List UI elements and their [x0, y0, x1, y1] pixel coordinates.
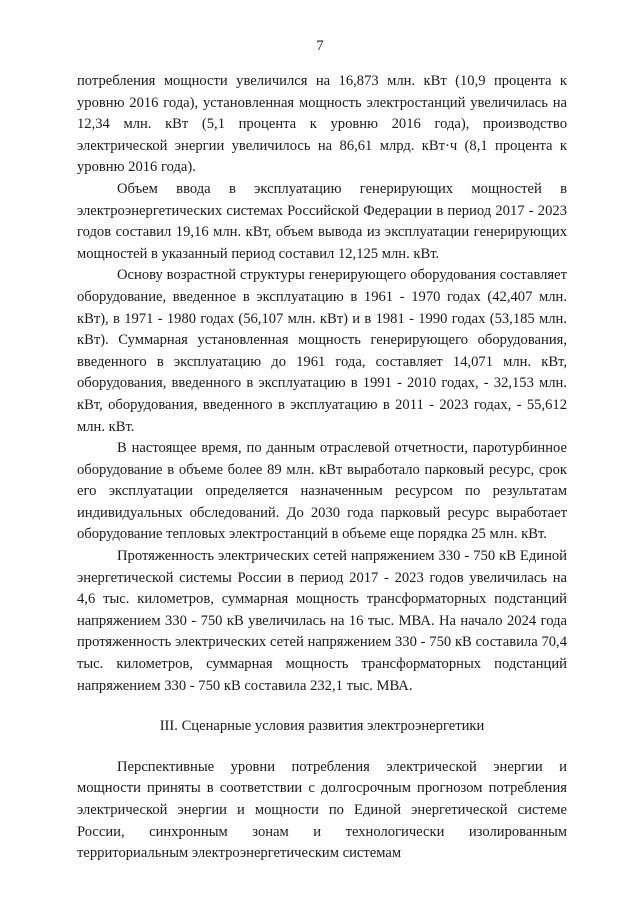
- document-body: [77, 71, 567, 865]
- paragraph-turbine-resource: В настоящее время, по данным отраслевой отчетности, паротурбинное оборудование в объеме более 89 млн. кВт выработало парковый ресурс, срок его эксплуатации определяется назначенным ресурсом по результатам индивидуальных обследований. До 2030 года парковый ресурс выработает оборудование тепловых электростанций в объеме еще порядка 25 млн. кВт.: [77, 440, 567, 543]
- paragraph-age-structure: Основу возрастной структуры генерирующего оборудования составляет оборудование, введенное в эксплуатацию в 1961 - 1970 годах (42,407 млн. кВт), в 1971 - 1980 годах (56,107 млн. кВт) и в 1981 - 1990 годах (53,185 млн. кВт). Суммарная установленная мощность генерирующего оборудования, введенного в эксплуатацию до 1961 года, составляет 14,071 млн. кВт, оборудования, введенного в эксплуатацию в 1991 - 2010 годах, - 32,153 млн. кВт, оборудования, введенного в эксплуатацию в 2011 - 2023 годах, - 55,612 млн. кВт.: [77, 267, 567, 435]
- paragraph-generation-capacity: Объем ввода в эксплуатацию генерирующих мощностей в электроэнергетических системах Российской Федерации в период 2017 - 2023 годов составил 19,16 млн. кВт, объем вывода из эксплуатации генерирующих мощностей в указанный период составил 12,125 млн. кВт.: [77, 180, 567, 262]
- paragraph-scenario-conditions: Перспективные уровни потребления электрической энергии и мощности приняты в соответствии с долгосрочным прогнозом потребления электрической энергии и мощности по Единой энергетической системе России, синхронным зонам и технологически изолированным территориальным электроэнергетическим системам: [77, 758, 567, 862]
- paragraph-power-grid: Протяженность электрических сетей напряжением 330 - 750 кВ Единой энергетической системы России в период 2017 - 2023 годов увеличилась на 4,6 тыс. километров, суммарная мощность трансформаторных подстанций напряжением 330 - 750 кВ увеличилась на 16 тыс. МВА. На начало 2024 года протяженность электрических сетей напряжением 330 - 750 кВ составила 70,4 тыс. километров, суммарная мощность трансформаторных подстанций напряжением 330 - 750 кВ составила 232,1 тыс. МВА.: [77, 548, 567, 694]
- section-heading: III. Сценарные условия развития электроэнергетики: [159, 718, 485, 735]
- page-number: 7: [316, 38, 324, 54]
- paragraph-continuation: потребления мощности увеличился на 16,873 млн. кВт (10,9 процента к уровню 2016 года), установленная мощность электростанций увеличилась на 12,34 млн. кВт (5,1 процента к уровню 2016 года), производство электрической энергии увеличилось на 86,61 млрд. кВт·ч (8,1 процента к уровню 2016 года).: [77, 73, 567, 176]
